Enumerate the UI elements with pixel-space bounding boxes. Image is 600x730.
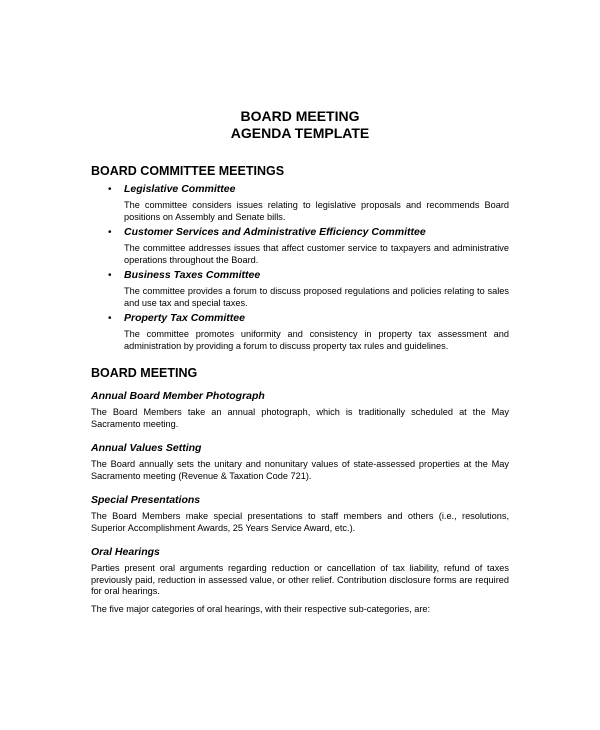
topic-heading-values-setting: Annual Values Setting xyxy=(91,442,202,454)
list-item xyxy=(91,312,509,352)
committee-list xyxy=(91,183,509,352)
document-body xyxy=(91,164,509,615)
title-line-2: AGENDA TEMPLATE xyxy=(230,125,370,141)
bullet-icon: • xyxy=(108,313,112,324)
committee-description: The committee promotes uniformity and consistency in property tax assessment and administration by providing a forum to discuss property tax rules and guidelines. xyxy=(124,329,509,351)
committee-name: Legislative Committee xyxy=(124,183,236,195)
topic-heading-special-presentations: Special Presentations xyxy=(91,494,201,506)
list-item xyxy=(91,226,509,266)
committee-name: Property Tax Committee xyxy=(124,312,245,324)
board-meeting-section xyxy=(91,366,509,615)
committee-name: Customer Services and Administrative Efficiency Committee xyxy=(124,226,426,238)
topic-paragraph: The five major categories of oral hearings, with their respective sub-categories, are: xyxy=(91,603,431,614)
bullet-icon: • xyxy=(108,184,112,195)
list-item xyxy=(91,183,509,223)
bullet-icon: • xyxy=(108,270,112,281)
topic-paragraph: The Board Members take an annual photograph, which is traditionally scheduled at the May Sacramento meeting. xyxy=(91,407,509,429)
topic-paragraph: The Board annually sets the unitary and nonunitary values of state-assessed properties at the May Sacramento meeting (Revenue & Taxation Code 721). xyxy=(91,459,509,481)
committee-description: The committee provides a forum to discuss proposed regulations and policies relating to sales and use tax and special taxes. xyxy=(124,286,509,308)
title-line-1: BOARD MEETING xyxy=(240,108,360,124)
topic-heading-oral-hearings: Oral Hearings xyxy=(91,546,160,558)
topic-paragraph: Parties present oral arguments regarding reduction or cancellation of tax liability, refund of taxes previously paid, reduction in assessed value, or other relief. Contribution disclosure forms are required for oral hearings. xyxy=(91,563,509,596)
topic-heading-photograph: Annual Board Member Photograph xyxy=(91,390,265,402)
committee-description: The committee considers issues relating to legislative proposals and recommends Board positions on Assembly and Senate bills. xyxy=(124,200,509,222)
committees-section-heading: BOARD COMMITTEE MEETINGS xyxy=(91,164,285,178)
board-meeting-heading: BOARD MEETING xyxy=(91,366,198,380)
committee-name: Business Taxes Committee xyxy=(124,269,261,281)
list-item xyxy=(91,269,509,309)
topic-paragraph: The Board Members make special presentations to staff members and others (i.e., resolutions, Superior Accomplishment Awards, 25 Years Service Award, etc.). xyxy=(91,511,509,533)
bullet-icon: • xyxy=(108,227,112,238)
document-title xyxy=(0,108,600,142)
committee-description: The committee addresses issues that affect customer service to taxpayers and administrative operations throughout the Board. xyxy=(124,243,509,265)
